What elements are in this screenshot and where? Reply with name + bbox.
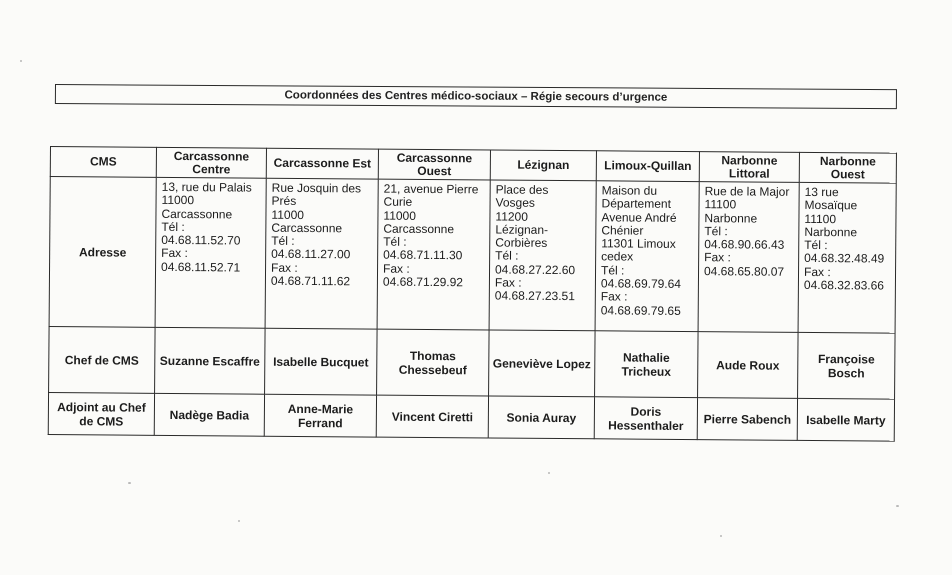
row-label-address: Adresse: [49, 177, 156, 328]
address-line: Fax :: [270, 260, 298, 275]
deputy-row: [48, 392, 894, 441]
address-line: Tél :: [383, 234, 407, 249]
address-line: Rue Josquin des: [271, 180, 362, 196]
address-line: 04.68.69.79.64: [600, 276, 682, 292]
address-line: 04.68.71.11.62: [270, 273, 351, 289]
scan-speck: [896, 505, 899, 507]
deputy-name: Doris Hessenthaler: [594, 397, 697, 440]
address-line: Fax :: [600, 289, 628, 304]
address-line: Fax :: [494, 275, 522, 290]
chief-name: Suzanne Escaffre: [155, 327, 266, 394]
address-line: Vosges: [495, 195, 535, 211]
address-line: Avenue André: [601, 209, 677, 225]
address-line: 04.68.90.66.43: [704, 237, 785, 252]
address-line: 04.68.27.22.60: [494, 262, 576, 277]
deputy-name: Vincent Ciretti: [376, 395, 488, 438]
address-line: 04.68.11.27.00: [271, 247, 351, 262]
row-label-deputy: Adjoint au Chef de CMS: [48, 392, 154, 435]
column-header: Lézignan: [490, 150, 596, 181]
address-line: 04.68.27.23.51: [494, 288, 575, 304]
address-line: Fax :: [704, 250, 731, 265]
address-row: [49, 177, 896, 334]
address-cell: [377, 179, 490, 330]
address-line: Carcassonne: [271, 220, 343, 236]
address-line: Tél :: [495, 248, 519, 264]
address-line: 11000: [271, 207, 305, 222]
address-line: 04.68.32.83.66: [803, 278, 885, 293]
column-header: Carcassonne Est: [266, 148, 378, 179]
address-cell: [265, 178, 378, 329]
chief-row: [49, 326, 895, 399]
address-line: Lézignan-: [495, 222, 549, 237]
address-line: Maison du: [601, 183, 658, 198]
deputy-name: Nadège Badia: [154, 393, 264, 436]
header-corner: CMS: [50, 147, 156, 178]
address-line: 04.68.11.52.70: [161, 233, 241, 248]
address-line: 11000: [161, 193, 195, 208]
address-line: Fax :: [803, 264, 831, 279]
address-cell: [155, 177, 266, 328]
address-line: 04.68.71.29.92: [382, 274, 464, 290]
cms-contact-table: [48, 146, 897, 442]
scan-speck: [720, 535, 722, 537]
address-line: 13 rue: [804, 184, 839, 200]
address-line: Rue de la Major: [704, 184, 790, 199]
address-line: 11301 Limoux: [601, 236, 676, 252]
scan-speck: [238, 520, 240, 522]
address-cell: [798, 182, 896, 333]
address-line: Place des: [495, 182, 549, 197]
column-header: Narbonne Ouest: [799, 152, 896, 183]
deputy-name: Pierre Sabench: [697, 398, 797, 441]
column-header: Narbonne Littoral: [699, 152, 799, 183]
address-line: 11100: [704, 197, 737, 212]
scan-speck: [548, 472, 550, 474]
chief-name: Thomas Chessebeuf: [377, 329, 490, 396]
scan-speck: [20, 60, 22, 62]
address-line: Fax :: [161, 246, 188, 261]
address-line: 11200: [495, 209, 529, 224]
address-line: Chénier: [601, 223, 644, 238]
address-line: 04.68.32.48.49: [804, 251, 885, 267]
address-line: Mosaïque: [804, 198, 858, 213]
chief-name: Isabelle Bucquet: [265, 328, 378, 395]
address-line: Tél :: [161, 219, 185, 234]
chief-name: Nathalie Tricheux: [595, 331, 699, 398]
row-label-chief: Chef de CMS: [49, 326, 156, 393]
deputy-name: Sonia Auray: [488, 396, 594, 439]
address-line: 11000: [383, 208, 417, 223]
address-line: Tél :: [804, 238, 828, 253]
address-cell: [698, 182, 799, 333]
address-line: 04.68.65.80.07: [703, 263, 785, 279]
address-line: Tél :: [704, 224, 728, 239]
address-line: Prés: [271, 194, 297, 209]
address-line: Corbières: [495, 235, 548, 251]
address-line: 04.68.71.11.30: [383, 248, 463, 263]
address-line: Narbonne: [704, 210, 758, 226]
address-line: 11100: [804, 211, 837, 226]
address-line: Fax :: [382, 261, 410, 276]
address-line: 04.68.11.52.71: [161, 259, 241, 275]
column-header: Limoux-Quillan: [596, 151, 699, 182]
chief-name: Françoise Bosch: [798, 332, 896, 399]
address-line: Curie: [383, 194, 413, 210]
address-line: 13, rue du Palais: [161, 179, 252, 195]
address-line: Tél :: [271, 233, 295, 249]
column-header: Carcassonne Centre: [156, 147, 266, 178]
document-title: Coordonnées des Centres médico-sociaux – Régie secours d’urgence: [55, 84, 897, 109]
address-line: cedex: [601, 249, 634, 265]
address-cell: [489, 180, 596, 331]
address-cell: [595, 181, 699, 332]
address-line: Carcassonne: [161, 206, 233, 222]
chief-name: Geneviève Lopez: [489, 330, 596, 397]
address-line: 04.68.69.79.65: [600, 303, 681, 318]
chief-name: Aude Roux: [698, 332, 799, 399]
address-line: Département: [601, 196, 671, 212]
address-line: Narbonne: [804, 224, 858, 240]
address-line: Tél :: [600, 263, 625, 278]
address-line: Carcassonne: [383, 221, 455, 237]
column-header: Carcassonne Ouest: [378, 149, 490, 180]
deputy-name: Anne-Marie Ferrand: [264, 394, 376, 437]
address-line: 21, avenue Pierre: [383, 181, 479, 197]
scan-speck: [128, 482, 131, 484]
deputy-name: Isabelle Marty: [797, 398, 894, 441]
